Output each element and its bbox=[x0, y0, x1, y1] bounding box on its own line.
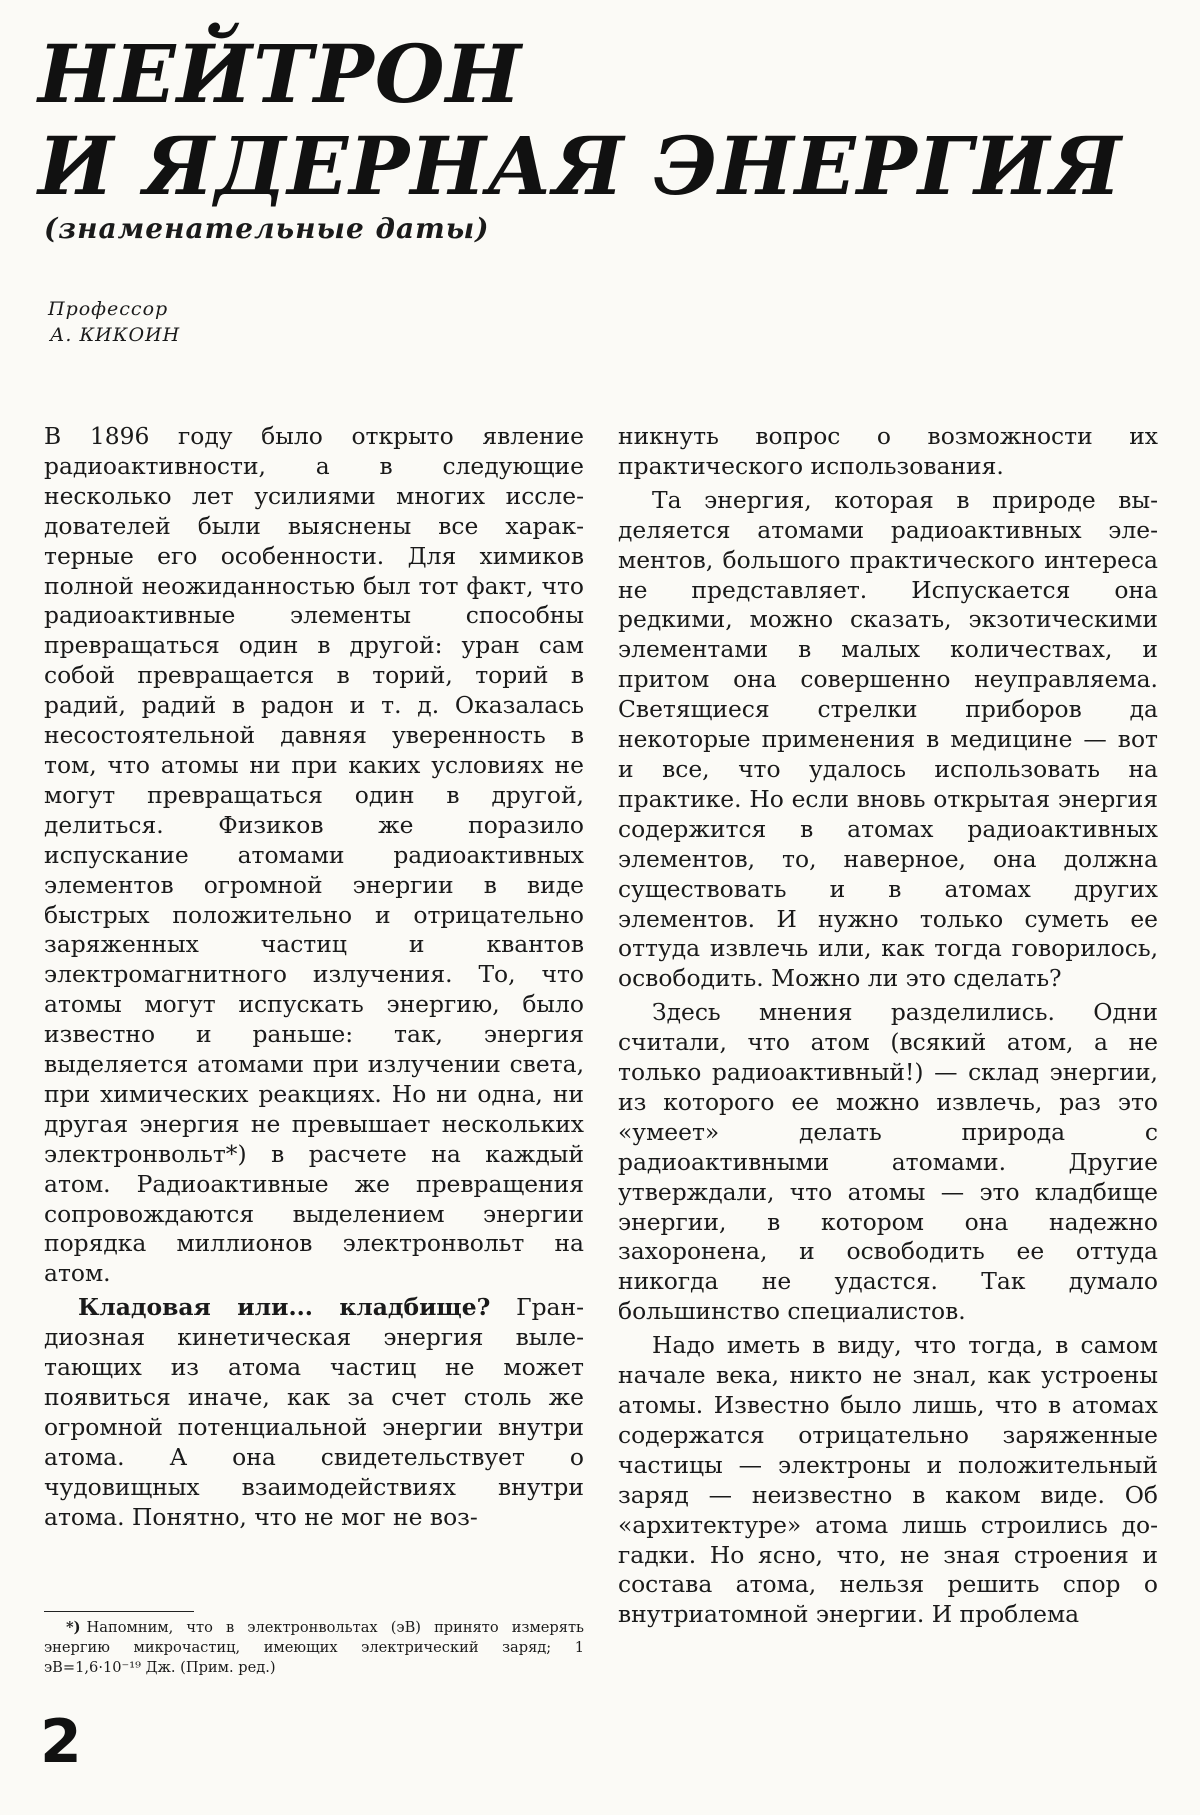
footnote bbox=[44, 1618, 584, 1678]
paragraph-with-heading bbox=[44, 1293, 584, 1532]
title-line-1: НЕЙТРОН bbox=[38, 27, 523, 121]
footnote-divider bbox=[44, 1611, 194, 1612]
paragraph: В 1896 году было открыто явление радиоактивности, а в следующие несколько лет усилиями многих исследователей были выяснены все характерные его особенности. Для химиков полной неожиданностью был тот факт, что радиоактивные элементы способны превращаться один в другой: уран сам собой превращается в торий, торий в радий, радий в радон и т. д. Оказалась несостоятельной давняя уверенность в том, что атомы ни при каких условиях не могут превращаться один в другой, делиться. Физиков же поразило испускание атомами радиоактивных элементов огромной энергии в виде быстрых положительно и отрицательно заряженных частиц и квантов электромагнитного излучения. То, что атомы могут испускать энергию, было известно и раньше: так, энергия выделяется атомами при излучении света, при химических реакциях. Но ни одна, ни другая энергия не превышает нескольких электронвольт*) в расчете на каждый атом. Радиоактивные же превращения сопровождаются выделением энергии порядка миллионов электронвольт на атом. bbox=[44, 422, 584, 1288]
paragraph-text: Грандиозная кинетическая энергия вылетающих из атома частиц не может появиться иначе, как за счет столь же огромной потенциальной энергии внутри атома. А она свидетельствует о чудовищных взаимодействиях внутри атома. Понятно, что не мог не воз- bbox=[44, 1293, 584, 1531]
footnote-mark: *) bbox=[66, 1619, 81, 1636]
left-column bbox=[44, 422, 584, 1533]
author-block bbox=[48, 296, 180, 348]
title-line-2: И ЯДЕРНАЯ ЭНЕРГИЯ bbox=[38, 119, 1123, 213]
paragraph: никнуть вопрос о возможности их практического использования. bbox=[618, 422, 1158, 480]
paragraph: Надо иметь в виду, что тогда, в самом начале века, никто не знал, как устроены атомы. Известно было лишь, что в атомах содержатся отрицательно заряженные частицы — электроны и положительный заряд — неизвестно в каком виде. Об «архитектуре» атома лишь строились догадки. Но ясно, что, не зная строения и состава атома, нельзя решить спор о внутриатомной энергии. И проблема bbox=[618, 1331, 1158, 1629]
section-heading: Кладовая или... кладбище? bbox=[78, 1293, 491, 1322]
page-number: 2 bbox=[40, 1707, 82, 1777]
article-subtitle: (знаменательные даты) bbox=[44, 212, 490, 245]
paragraph: Та энергия, которая в природе выделяется атомами радиоактивных элементов, большого практического интереса не представляет. Испускается она редкими, можно сказать, экзотическими элементами в малых количествах, и притом она совершенно неуправляема. Светящиеся стрелки приборов да некоторые применения в медицине — вот и все, что удалось использовать на практике. Но если вновь открытая энергия содержится в атомах радиоактивных элементов, то, наверное, она должна существовать и в атомах других элементов. И нужно только суметь ее оттуда извлечь или, как тогда говорилось, освободить. Можно ли это сделать? bbox=[618, 485, 1158, 993]
author-title: Профессор bbox=[48, 298, 169, 320]
footnote-text: Напомним, что в электронвольтах (эВ) принято измерять энергию микрочастиц, имеющих электрический заряд; 1 эВ=1,6·10⁻¹⁹ Дж. (Прим. ред.) bbox=[44, 1619, 584, 1676]
article-title bbox=[38, 28, 1138, 212]
author-name: А. КИКОИН bbox=[50, 324, 181, 346]
right-column bbox=[618, 422, 1158, 1630]
paragraph: Здесь мнения разделились. Одни считали, что атом (всякий атом, а не только радиоактивный!) — склад энергии, из которого ее можно извлечь, раз это «умеет» делать природа с радиоактивными атомами. Другие утверждали, что атомы — это кладбище энергии, в котором она надежно захоронена, и освободить ее оттуда никогда не удастся. Так думало большинство специалистов. bbox=[618, 998, 1158, 1326]
